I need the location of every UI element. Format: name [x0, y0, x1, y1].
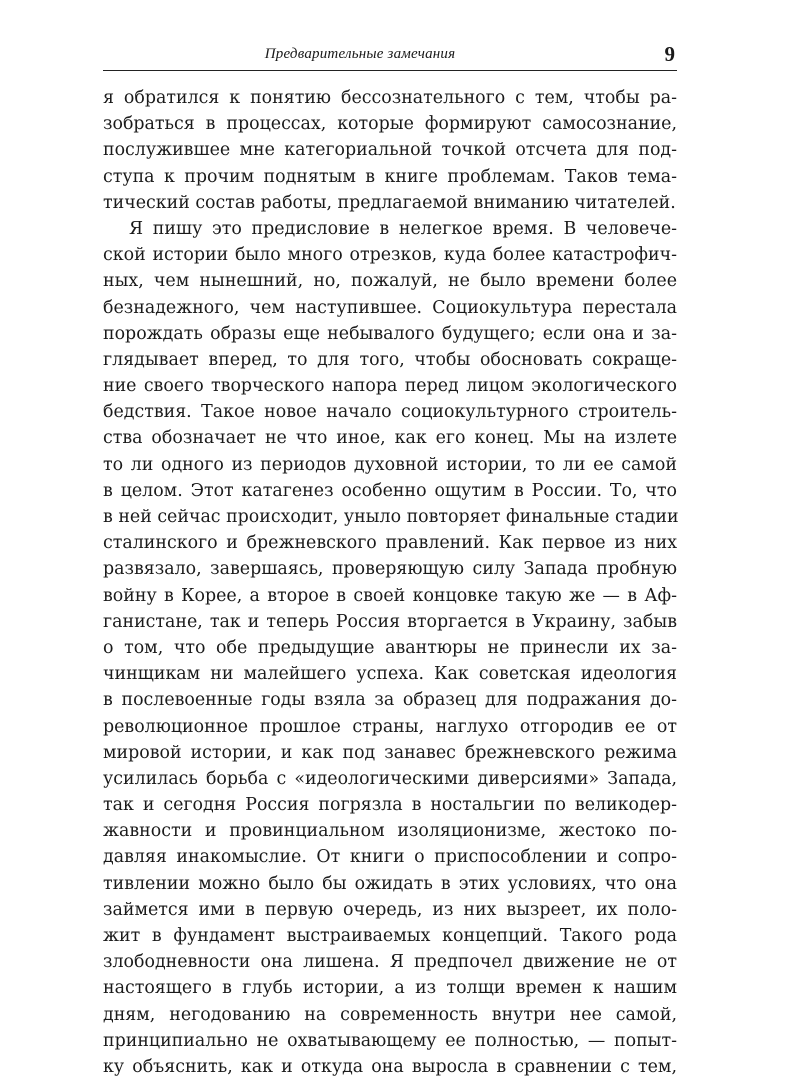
- body-text: [103, 85, 677, 1080]
- text-line: в послевоенные годы взяла за образец для подражания до-: [103, 690, 677, 711]
- text-line: я обратился к понятию бессознательного с тем, чтобы ра-: [103, 88, 677, 108]
- text-line: ку объяснить, как и откуда она выросла в сравнении с тем,: [103, 1056, 677, 1077]
- text-line: зобраться в процессах, которые формируют самосознание,: [103, 114, 677, 135]
- text-line: сталинского и брежневского правлений. Как первое из них: [103, 533, 677, 554]
- text-line: тивлении можно было бы ожидать в этих условиях, что она: [103, 873, 677, 894]
- text-line: войну в Корее, а второе в своей концовке такую же — в Аф-: [103, 585, 677, 606]
- page-number: 9: [664, 42, 675, 66]
- text-line: ных, чем нынешний, но, пожалуй, не было времени более: [103, 271, 677, 292]
- text-line: мировой истории, и как под занавес брежневского режима: [103, 742, 677, 763]
- text-line: развязало, завершаясь, проверяющую силу Запада пробную: [103, 559, 677, 580]
- paragraph-first-line: Я пишу это предисловие в нелегкое время. В человече-: [129, 218, 677, 239]
- text-line: жавности и провинциальном изоляционизме, жестоко по-: [103, 821, 677, 842]
- text-line: глядывает вперед, то для того, чтобы обосновать сокраще-: [103, 349, 677, 370]
- text-line: чинщикам ни малейшего успеха. Как советская идеология: [103, 664, 677, 685]
- text-line: то ли одного из периодов духовной истории, то ли ее самой: [103, 454, 677, 475]
- text-line: ства обозначает не что иное, как его конец. Мы на излете: [103, 428, 677, 449]
- text-line: ние своего творческого напора перед лицом экологического: [103, 376, 677, 397]
- text-line: принципиально не охватывающему ее полностью, — попыт-: [103, 1030, 677, 1051]
- text-line: бедствия. Такое новое начало социокультурного строитель-: [103, 402, 677, 423]
- running-title: Предварительные замечания: [264, 46, 456, 62]
- text-line: послужившее мне категориальной точкой отсчета для под-: [103, 140, 677, 161]
- text-line: настоящего в глубь истории, а из толщи времен к нашим: [103, 978, 677, 999]
- text-line: тический состав работы, предлагаемой вниманию читателей.: [103, 192, 676, 213]
- text-line: ской истории было много отрезков, куда более катастрофич-: [103, 245, 677, 266]
- text-line: жит в фундамент выстраиваемых концепций. Такого рода: [103, 926, 677, 946]
- text-line: в целом. Этот катагенез особенно ощутим в России. То, что: [103, 480, 677, 501]
- text-line: ганистане, так и теперь Россия вторгается в Украину, забыв: [103, 611, 677, 632]
- text-line: так и сегодня Россия погрязла в ностальгии по великодер-: [103, 795, 677, 816]
- book-page: [103, 40, 677, 1080]
- text-line: в ней сейчас происходит, уныло повторяет финальные стадии: [103, 507, 679, 527]
- text-line: усилилась борьба с «идеологическими диверсиями» Запада,: [103, 768, 677, 789]
- text-line: дням, негодованию на современность внутри нее самой,: [103, 1004, 677, 1025]
- text-line: революционное прошлое страны, наглухо отгородив ее от: [103, 716, 677, 737]
- text-line: ступа к прочим поднятым в книге проблемам. Таков тема-: [103, 166, 677, 187]
- text-line: безнадежного, чем наступившее. Социокультура перестала: [103, 297, 677, 318]
- text-line: порождать образы еще небывалого будущего; если она и за-: [103, 323, 677, 344]
- text-line: давляя инакомыслие. От книги о приспособлении и сопро-: [103, 847, 677, 868]
- text-line: займется ими в первую очередь, из них вызреет, их поло-: [103, 899, 677, 920]
- running-header: [103, 40, 677, 71]
- text-line: злободневности она лишена. Я предпочел движение не от: [103, 952, 677, 973]
- text-line: о том, что обе предыдущие авантюры не принесли их за-: [103, 637, 677, 658]
